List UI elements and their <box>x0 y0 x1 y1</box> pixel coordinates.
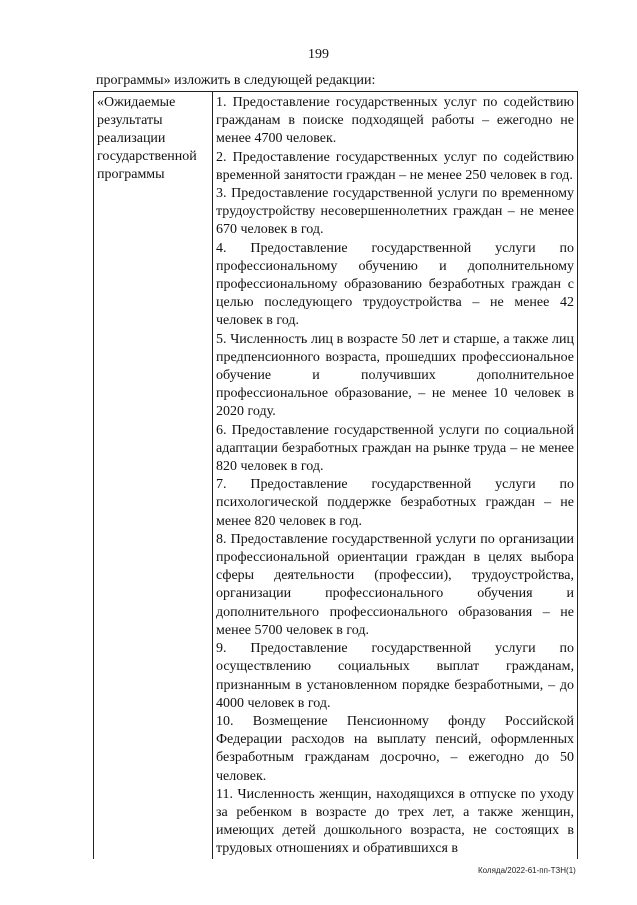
list-item: 6. Предоставление государственной услуги по социальной адаптации безработных граждан на рынке труда – не менее 820 человек в год. <box>216 422 574 475</box>
list-item: 3. Предоставление государственной услуги по временному трудоустройству несовершеннолетних граждан – не менее 670 человек в год. <box>216 186 574 238</box>
page-number: 199 <box>308 47 329 62</box>
items-cell <box>213 92 578 859</box>
list-item: 7. Предоставление государственной услуги по психологической поддержке безработных граждан – не менее 820 человек в год. <box>216 477 574 529</box>
list-item: 8. Предоставление государственной услуги по организации профессиональной ориентации граждан в целях выбора сферы деятельности (профессии), трудоустройства, организации профессионального обучения и дополнительного профессионального образования – не менее 5700 человек в год. <box>216 531 574 638</box>
list-item: 9. Предоставление государственной услуги по осуществлению социальных выплат гражданам, признанным в установленном порядке безработными, – до 4000 человек в год. <box>216 641 574 711</box>
label-cell: «Ожидаемые результаты реализации государственной программы <box>94 92 213 859</box>
list-item: 1. Предоставление государственных услуг по содействию гражданам в поиске подходящей работы – ежегодно не менее 4700 человек. <box>216 95 574 147</box>
table-row <box>94 92 578 859</box>
list-item: 11. Численность женщин, находящихся в отпуске по уходу за ребенком в возрасте до трех лет, а также женщин, имеющих детей дошкольного возраста, не состоящих в трудовых отношениях и обратившихся в <box>216 786 574 857</box>
list-item: 4. Предоставление государственной услуги по профессиональному обучению и дополнительному профессиональному образованию безработных граждан с целью последующего трудоустройства – не менее 42 человек в год. <box>216 240 574 329</box>
results-table <box>93 91 578 859</box>
document-code: Коляда/2022-61-пп-ТЗН(1) <box>478 866 576 875</box>
list-item: 2. Предоставление государственных услуг по содействию временной занятости граждан – не менее 250 человек в год. <box>216 149 574 183</box>
list-item: 10. Возмещение Пенсионному фонду Российской Федерации расходов на выплату пенсий, оформленных безработным гражданам досрочно, – ежегодно до 50 человек. <box>216 713 574 784</box>
intro-text: программы» изложить в следующей редакции: <box>96 73 376 88</box>
list-item: 5. Численность лиц в возрасте 50 лет и старше, а также лиц предпенсионного возраста, прошедших профессиональное обучение и получивших дополнительное профессиональное образование, – не менее 10 человек в 2020 году. <box>216 331 574 420</box>
